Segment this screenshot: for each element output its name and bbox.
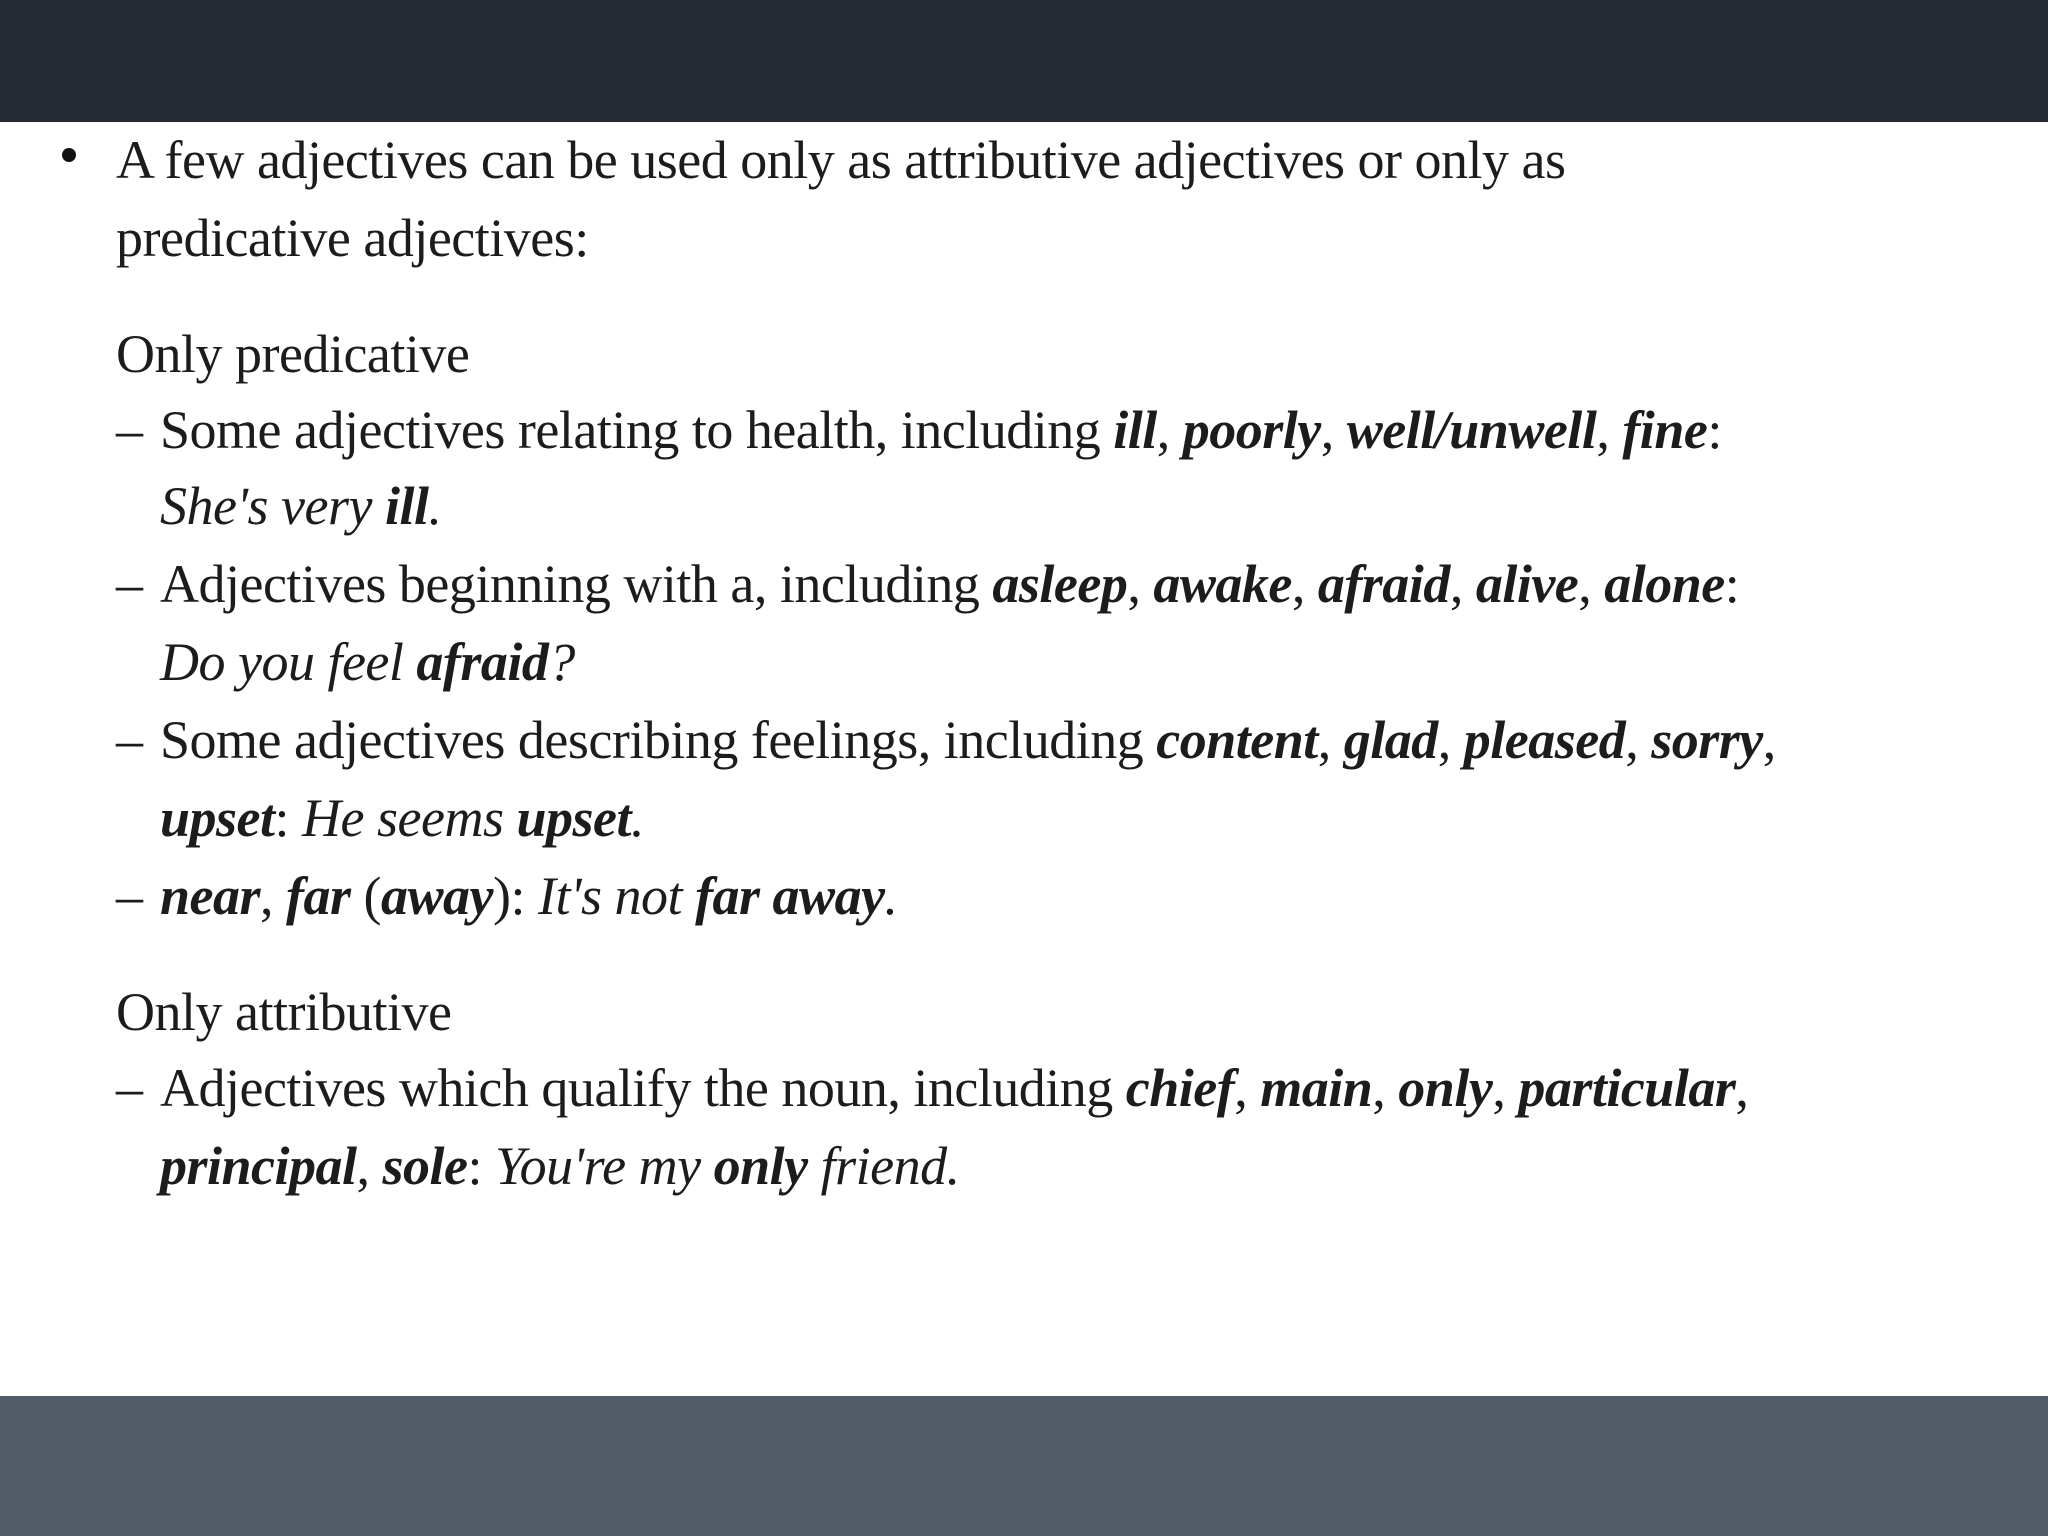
item-text: Adjectives which qualify the noun, including [160, 1058, 1126, 1118]
keyword: sorry [1651, 710, 1763, 770]
keyword: glad [1343, 710, 1438, 770]
dash-marker: – [116, 554, 143, 614]
separator: ( [350, 866, 381, 926]
attributive-item-qualify [160, 1056, 1748, 1120]
bullet-icon [62, 148, 76, 162]
separator: , [260, 866, 287, 926]
keyword: upset [160, 788, 275, 848]
separator: , [1762, 710, 1776, 770]
example-text: . [884, 866, 898, 926]
example-health [160, 474, 441, 538]
dash-marker: – [116, 400, 143, 460]
example-text: He seems [302, 788, 517, 848]
keyword: main [1260, 1058, 1373, 1118]
separator: , [1372, 1058, 1399, 1118]
predicative-item-feelings [160, 708, 1776, 772]
example-text: ? [548, 632, 575, 692]
separator: , [1291, 554, 1318, 614]
slide-header-bar [0, 0, 2048, 122]
example-feelings [160, 786, 644, 850]
separator: , [1735, 1058, 1749, 1118]
separator: , [356, 1136, 383, 1196]
keyword: asleep [992, 554, 1128, 614]
keyword: alone [1604, 554, 1725, 614]
keyword: alive [1475, 554, 1579, 614]
separator: , [1578, 554, 1605, 614]
separator: : [1707, 400, 1722, 460]
item-text: Adjectives beginning with a, including [160, 554, 993, 614]
item-text: Some adjectives describing feelings, including [160, 710, 1157, 770]
example-text: You're my [495, 1136, 714, 1196]
keyword: principal [160, 1136, 357, 1196]
separator: , [1127, 554, 1154, 614]
predicative-item-health [160, 398, 1722, 462]
item-text: Some adjectives relating to health, including [160, 400, 1114, 460]
keyword: content [1156, 710, 1318, 770]
keyword: awake [1153, 554, 1292, 614]
separator: : [274, 788, 303, 848]
dash-marker: – [116, 1058, 143, 1118]
keyword: well/unwell [1346, 400, 1597, 460]
keyword: only [1398, 1058, 1493, 1118]
separator: , [1625, 710, 1652, 770]
intro-line-1: A few adjectives can be used only as attributive adjectives or only as [116, 130, 1566, 190]
example-text: It's not [538, 866, 696, 926]
separator: , [1156, 400, 1183, 460]
predicative-item-near-far [160, 864, 898, 928]
example-keyword: only [713, 1136, 808, 1196]
keyword: particular [1518, 1058, 1736, 1118]
separator: , [1437, 710, 1464, 770]
example-qualify [160, 1134, 960, 1198]
predicative-item-a-adjectives [160, 552, 1739, 616]
heading-only-predicative: Only predicative [116, 324, 470, 384]
keyword: far [286, 866, 351, 926]
keyword: ill [1113, 400, 1157, 460]
separator: , [1449, 554, 1476, 614]
separator: , [1492, 1058, 1519, 1118]
keyword: sole [382, 1136, 468, 1196]
example-keyword: far away [695, 866, 885, 926]
heading-only-attributive: Only attributive [116, 982, 452, 1042]
keyword: chief [1125, 1058, 1235, 1118]
example-text: . [631, 788, 645, 848]
keyword: near [160, 866, 261, 926]
keyword: afraid [1317, 554, 1450, 614]
separator: : [467, 1136, 496, 1196]
intro-line-2: predicative adjectives: [116, 208, 589, 268]
separator: ): [493, 866, 538, 926]
example-text: . [428, 476, 442, 536]
separator: , [1317, 710, 1344, 770]
example-text: She's very [160, 476, 385, 536]
dash-marker: – [116, 710, 143, 770]
example-text: Do you feel [160, 632, 417, 692]
slide-footer-bar [0, 1396, 2048, 1536]
separator: , [1234, 1058, 1261, 1118]
example-text: friend. [807, 1136, 960, 1196]
separator: : [1724, 554, 1740, 614]
separator: , [1320, 400, 1347, 460]
keyword: away [381, 866, 493, 926]
example-keyword: ill [384, 476, 429, 536]
separator: , [1596, 400, 1623, 460]
example-a-adjectives [160, 630, 575, 694]
example-keyword: afraid [416, 632, 549, 692]
keyword: poorly [1182, 400, 1321, 460]
dash-marker: – [116, 866, 143, 926]
keyword: fine [1622, 400, 1708, 460]
example-keyword: upset [516, 788, 632, 848]
keyword: pleased [1463, 710, 1626, 770]
